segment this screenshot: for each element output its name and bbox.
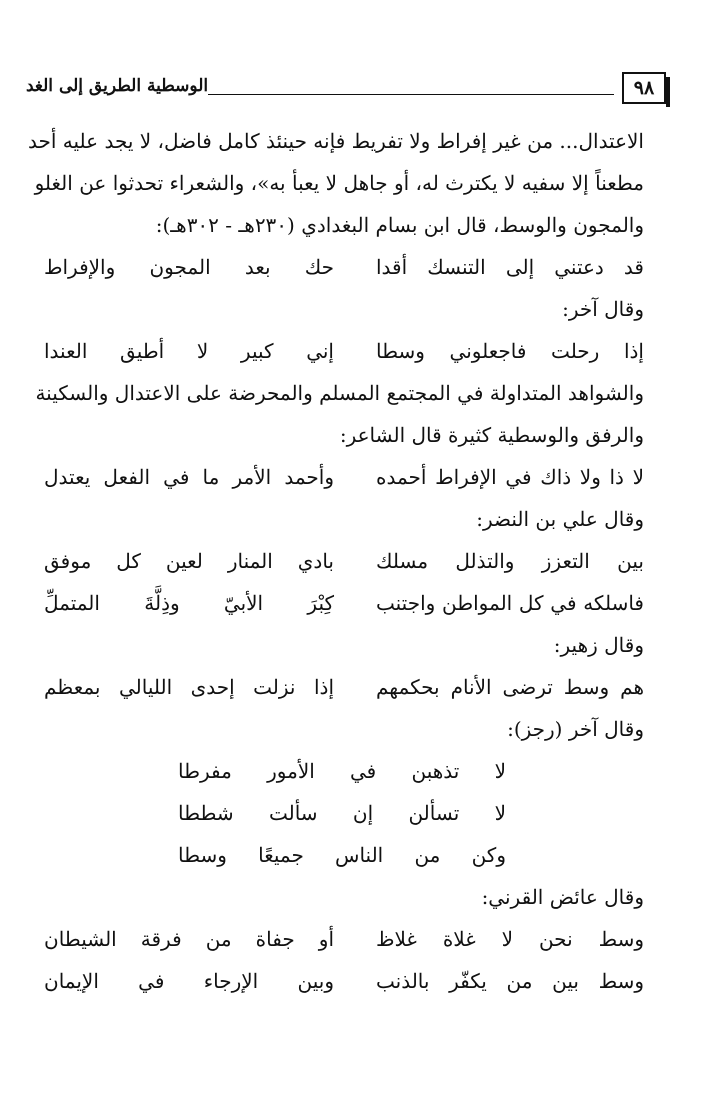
verse-line [44, 666, 644, 708]
paragraph-line: الاعتدال... من غير إفراط ولا تفريط فإنه حينئذ كامل فاضل، لا يجد عليه أحد [28, 129, 644, 153]
verse-second-hemistich: بادي المنار لعين كل موفق [44, 549, 334, 573]
verse-first-hemistich: لا ذا ولا ذاك في الإفراط أحمده [376, 465, 644, 489]
verse-line [44, 960, 644, 1002]
verse-first-hemistich: وسط نحن لا غلاة غلاظ [376, 927, 644, 951]
poem-intro: وقال زهير: [553, 633, 644, 657]
rajaz-line [44, 750, 644, 792]
verse-first-hemistich: فاسلكه في كل المواطن واجتنب [376, 591, 644, 615]
verse-line [44, 330, 644, 372]
paragraph-line: والمجون والوسط، قال ابن بسام البغدادي (٢٣٠هـ - ٣٠٢هـ): [155, 213, 644, 237]
verse-second-hemistich: وأحمد الأمر ما في الفعل يعتدل [44, 465, 334, 489]
page-body [28, 120, 644, 1002]
verse-second-hemistich: إذا نزلت إحدى الليالي بمعظم [44, 675, 334, 699]
paragraph-line: مطعناً إلا سفيه لا يكترث له، أو جاهل لا يعبأ به»، والشعراء تحدثوا عن الغلو [34, 171, 644, 195]
verse-first-hemistich: إذا رحلت فاجعلوني وسطا [376, 339, 644, 363]
verse-first-hemistich: بين التعزز والتذلل مسلك [376, 549, 644, 573]
rajaz-line [44, 834, 644, 876]
poem-intro: وقال آخر (رجز): [507, 717, 644, 741]
verse-line [44, 582, 644, 624]
rajaz-verse: لا تسألن إن سألت شططا [178, 801, 506, 825]
poem-intro: وقال علي بن النضر: [476, 507, 644, 531]
verse-second-hemistich: أو جفاة من فرقة الشيطان [44, 927, 334, 951]
paragraph-line: والرفق والوسطية كثيرة قال الشاعر: [339, 423, 644, 447]
verse-second-hemistich: وبين الإرجاء في الإيمان [44, 969, 334, 993]
verse-first-hemistich: هم وسط ترضى الأنام بحكمهم [376, 675, 644, 699]
verse-second-hemistich: كِبْرَ الأبيّ وذِلَّةَ المتملِّ [44, 591, 334, 615]
rajaz-line [44, 792, 644, 834]
verse-first-hemistich: قد دعتني إلى التنسك أقدا [376, 255, 644, 279]
verse-second-hemistich: حك بعد المجون والإفراط [44, 255, 334, 279]
verse-line [44, 540, 644, 582]
running-header [26, 72, 666, 106]
header-rule [208, 94, 614, 95]
poem-intro: وقال آخر: [562, 297, 644, 321]
page-number: ٩٨ [622, 72, 666, 104]
verse-line [44, 456, 644, 498]
verse-line [44, 246, 644, 288]
paragraph-line: والشواهد المتداولة في المجتمع المسلم والمحرضة على الاعتدال والسكينة [35, 381, 644, 405]
verse-first-hemistich: وسط بين من يكفّر بالذنب [376, 969, 644, 993]
running-title: الوسطية الطريق إلى الغد [26, 76, 209, 96]
poem-intro: وقال عائض القرني: [481, 885, 644, 909]
verse-second-hemistich: إني كبير لا أطيق العندا [44, 339, 334, 363]
rajaz-verse: لا تذهبن في الأمور مفرطا [178, 759, 506, 783]
verse-line [44, 918, 644, 960]
rajaz-verse: وكن من الناس جميعًا وسطا [178, 843, 506, 867]
